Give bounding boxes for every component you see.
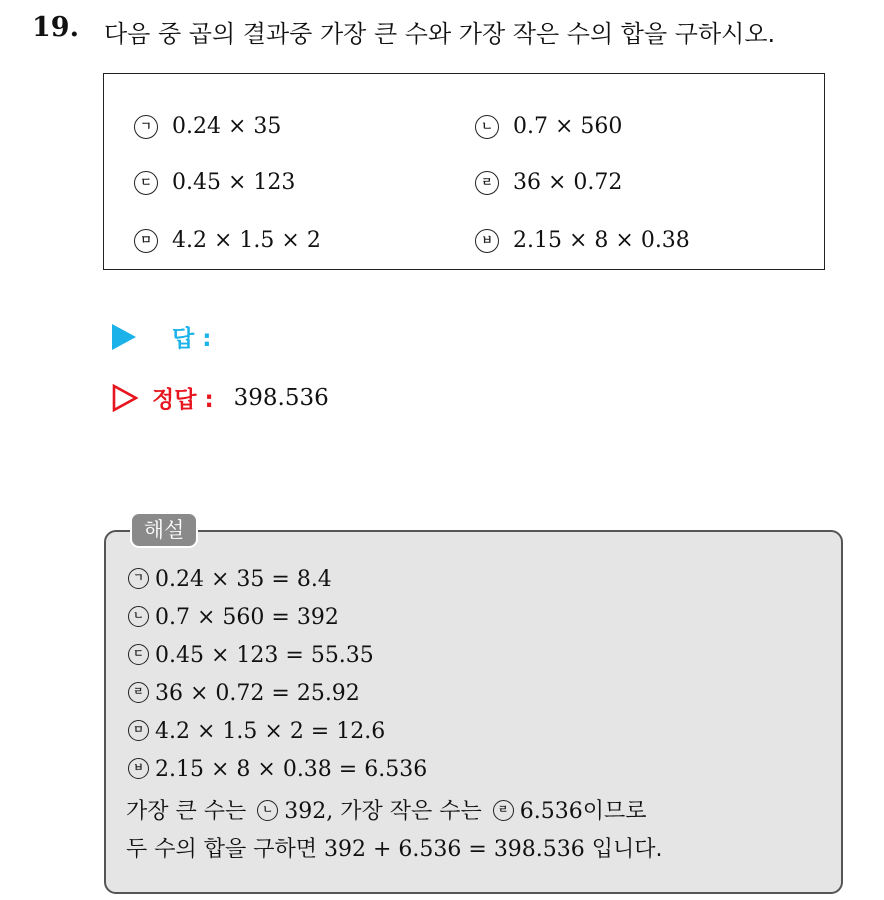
circled-marker-icon: ㄷ (134, 171, 158, 195)
circled-marker-icon: ㅁ (128, 720, 149, 741)
conclusion-text: 가장 작은 수는 (340, 799, 482, 824)
correct-answer-label: 정답 : (152, 387, 214, 413)
circled-marker-icon: ㄱ (134, 115, 158, 139)
correct-answer-row (112, 381, 329, 414)
solution-line-6 (128, 757, 427, 782)
circled-marker-icon: ㄴ (257, 800, 278, 821)
choice-6 (475, 228, 690, 253)
choice-1 (134, 114, 281, 139)
circled-marker-icon: ㄱ (128, 568, 149, 589)
solution-conclusion-1 (126, 794, 646, 825)
solution-expression: 0.45 × 123 = 55.35 (155, 643, 374, 668)
circled-marker-icon: ㄴ (128, 606, 149, 627)
choice-2 (475, 114, 622, 139)
play-triangle-icon (112, 324, 136, 350)
question-number: 19. (32, 12, 79, 43)
circled-marker-icon: ㄷ (128, 644, 149, 665)
choice-expression: 36 × 0.72 (513, 170, 623, 195)
solution-expression: 4.2 × 1.5 × 2 = 12.6 (155, 719, 386, 744)
solution-line-1 (128, 567, 332, 592)
choice-expression: 2.15 × 8 × 0.38 (513, 228, 690, 253)
choice-5 (134, 228, 321, 253)
answer-row (112, 320, 211, 353)
solution-line-4 (128, 681, 360, 706)
solution-tab: 해설 (130, 512, 198, 548)
solution-line-3 (128, 643, 374, 668)
circled-marker-icon: ㄴ (475, 115, 499, 139)
solution-line-2 (128, 605, 339, 630)
solution-expression: 0.24 × 35 = 8.4 (155, 567, 332, 592)
circled-marker-icon: ㄹ (475, 171, 499, 195)
solution-line-5 (128, 719, 385, 744)
choice-3 (134, 170, 295, 195)
conclusion-value: 392, (284, 799, 334, 824)
solution-expression: 2.15 × 8 × 0.38 = 6.536 (155, 757, 428, 782)
conclusion-text: 가장 큰 수는 (126, 799, 247, 824)
conclusion-text: 두 수의 합을 구하면 (126, 837, 317, 862)
question-text: 다음 중 곱의 결과중 가장 큰 수와 가장 작은 수의 합을 구하시오. (104, 20, 776, 48)
choice-expression: 0.7 × 560 (513, 114, 623, 139)
solution-expression: 0.7 × 560 = 392 (155, 605, 339, 630)
outline-play-triangle-icon (112, 384, 138, 412)
solution-expression: 36 × 0.72 = 25.92 (155, 681, 360, 706)
conclusion-expression: 392 + 6.536 = 398.536 (324, 837, 585, 862)
circled-marker-icon: ㅂ (475, 229, 499, 253)
circled-marker-icon: ㄹ (128, 682, 149, 703)
choice-4 (475, 170, 622, 195)
circled-marker-icon: ㅂ (128, 758, 149, 779)
conclusion-value: 6.536 (519, 799, 583, 824)
choice-expression: 4.2 × 1.5 × 2 (172, 228, 321, 253)
circled-marker-icon: ㅁ (134, 229, 158, 253)
correct-answer-value: 398.536 (233, 384, 329, 411)
conclusion-text: 입니다. (591, 837, 663, 862)
circled-marker-icon: ㄹ (493, 800, 514, 821)
conclusion-text: 이므로 (582, 799, 647, 824)
choice-expression: 0.45 × 123 (172, 170, 296, 195)
answer-label: 답 : (172, 326, 212, 352)
choice-expression: 0.24 × 35 (172, 114, 282, 139)
solution-conclusion-2 (126, 832, 663, 863)
